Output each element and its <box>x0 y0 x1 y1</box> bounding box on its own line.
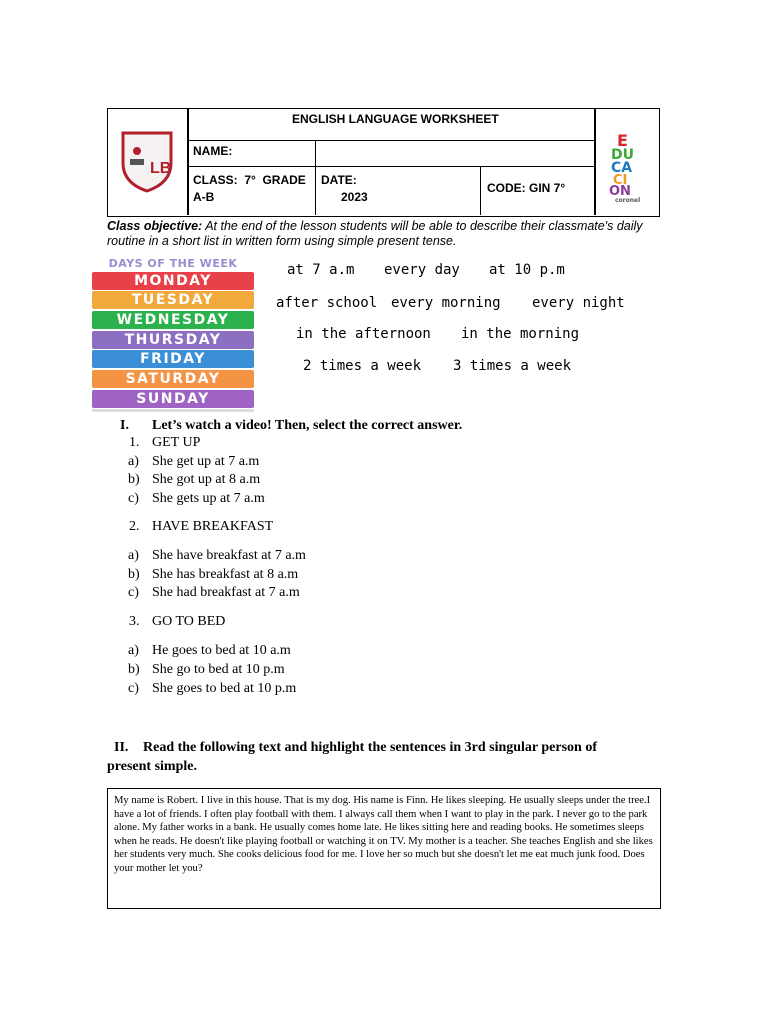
q2-option-a-letter: a) <box>128 548 139 563</box>
q3-number: 3. <box>129 614 140 629</box>
day-thursday: THURSDAY <box>92 331 254 349</box>
expr-every-night: every night <box>532 295 625 311</box>
svg-text:E: E <box>617 131 628 150</box>
q3-option-c-letter: c) <box>128 681 139 696</box>
code-label: CODE: GIN 7° <box>487 181 566 195</box>
class-objective <box>107 219 667 249</box>
worksheet-title: ENGLISH LANGUAGE WORKSHEET <box>292 112 499 126</box>
reading-passage: My name is Robert. I live in this house. That is my dog. His name is Finn. He likes sleeping. He usually sleeps under the tree.I have a lot of friends. I often play football with them. I always call them when I want to play in the park. I never go to the park alone. My father works in a bank. He usually comes home late. He likes sitting here and reading books. He sometimes sleeps when he reads. He doesn't like playing football or watching it on TV. My mother is a teacher. She teaches English and she likes her students very much. She cooks delicious food for me. I love her so much but she doesn't let me eat much junk food. Does your mother let you? <box>114 795 653 874</box>
day-friday: FRIDAY <box>92 350 254 368</box>
q1-option-a: She get up at 7 a.m <box>152 454 260 469</box>
expr-at-10pm: at 10 p.m <box>489 262 565 278</box>
q3-option-b-letter: b) <box>128 662 140 677</box>
section1-title: Let’s watch a video! Then, select the correct answer. <box>152 418 463 433</box>
expr-every-morning: every morning <box>391 295 501 311</box>
q1-option-b-letter: b) <box>128 472 140 487</box>
q2-option-c: She had breakfast at 7 a.m <box>152 585 300 600</box>
q1-number: 1. <box>129 435 140 450</box>
svg-text:DU: DU <box>611 147 634 163</box>
class-label: CLASS: 7° GRADE <box>193 173 306 187</box>
q1-option-c-letter: c) <box>128 491 139 506</box>
expr-in-the-afternoon: in the afternoon <box>296 326 431 342</box>
svg-text:CA: CA <box>611 160 633 176</box>
q2-option-b: She has breakfast at 8 a.m <box>152 567 299 582</box>
objective-label: Class objective: <box>107 219 203 233</box>
objective-text: At the end of the lesson students will be able to describe their classmate's daily routine in a short list in written form using simple present tense. <box>107 219 643 248</box>
q3-option-a-letter: a) <box>128 643 139 658</box>
expr-after-school: after school <box>276 295 378 311</box>
section2-title-line2: present simple. <box>107 759 197 774</box>
section1-numeral: I. <box>120 418 129 433</box>
banner-footer-strip <box>92 409 254 412</box>
reading-text-box <box>107 788 661 909</box>
day-saturday: SATURDAY <box>92 370 254 388</box>
q2-option-a: She have breakfast at 7 a.m <box>152 548 306 563</box>
q2-option-c-letter: c) <box>128 585 139 600</box>
logo-caption: coronel <box>615 197 641 203</box>
day-wednesday: WEDNESDAY <box>92 311 254 329</box>
section2-numeral: II. <box>114 740 129 755</box>
class-group: A-B <box>193 190 215 204</box>
q2-number: 2. <box>129 519 140 534</box>
expr-every-day: every day <box>384 262 460 278</box>
svg-text:CI: CI <box>613 173 628 188</box>
svg-text:ON: ON <box>609 184 631 199</box>
expr-2-times-a-week: 2 times a week <box>303 358 422 374</box>
q2-prompt: HAVE BREAKFAST <box>152 519 274 534</box>
expr-at-7am: at 7 a.m <box>287 262 355 278</box>
date-label: DATE: <box>321 173 357 187</box>
school-shield-logo <box>120 129 174 193</box>
days-banner-title: DAYS OF THE WEEK <box>108 257 238 270</box>
q3-option-b: She go to bed at 10 p.m <box>152 662 285 677</box>
q1-option-b: She got up at 8 a.m <box>152 472 261 487</box>
q1-option-c: She gets up at 7 a.m <box>152 491 265 506</box>
educacion-coronel-logo <box>607 131 655 203</box>
q1-option-a-letter: a) <box>128 454 139 469</box>
expr-3-times-a-week: 3 times a week <box>453 358 572 374</box>
q2-option-b-letter: b) <box>128 567 140 582</box>
day-monday: MONDAY <box>92 272 254 290</box>
section2-title-line1: Read the following text and highlight the sentences in 3rd singular person of <box>143 740 597 755</box>
q3-option-a: He goes to bed at 10 a.m <box>152 643 291 658</box>
expr-in-the-morning: in the morning <box>461 326 580 342</box>
day-sunday: SUNDAY <box>92 390 254 408</box>
date-value: 2023 <box>341 190 368 204</box>
q3-option-c: She goes to bed at 10 p.m <box>152 681 297 696</box>
worksheet-header-table <box>107 108 660 217</box>
day-tuesday: TUESDAY <box>92 291 254 309</box>
q3-prompt: GO TO BED <box>152 614 226 629</box>
q1-prompt: GET UP <box>152 435 201 450</box>
shield-logo-letters: LB <box>150 160 172 177</box>
name-label: NAME: <box>193 144 233 158</box>
